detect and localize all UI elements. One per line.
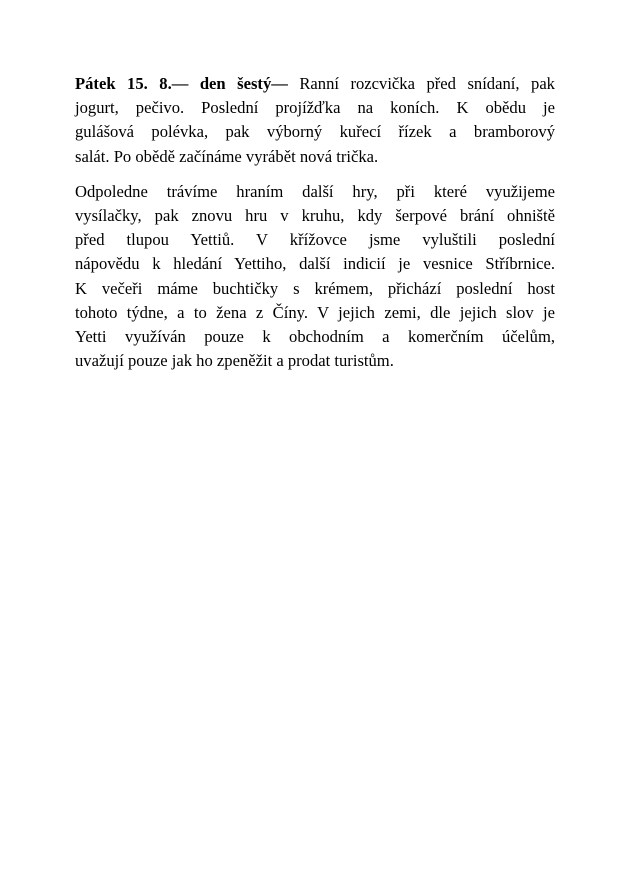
text-line: Yetti využíván pouze k obchodním a komerčním účelům, <box>75 327 555 347</box>
text-line: před tlupou Yettiů. V křížovce jsme vyluštili poslední <box>75 230 555 250</box>
text-line: salát. Po obědě začínáme vyrábět nová trička. <box>75 146 379 166</box>
diary-text <box>75 72 555 373</box>
day-heading: Pátek 15. 8.— den šestý— <box>75 74 288 93</box>
text-line-content: Ranní rozcvička před snídaní, pak <box>287 74 555 93</box>
text-line: jogurt, pečivo. Poslední projížďka na koních. K obědu je <box>75 98 555 118</box>
paragraph-friday <box>75 72 555 169</box>
text-line: K večeři máme buchtičky s krémem, přichází poslední host <box>75 278 555 298</box>
text-line: gulášová polévka, pak výborný kuřecí řízek a bramborový <box>75 122 555 142</box>
text-line: uvažují pouze jak ho zpeněžit a prodat turistům. <box>75 351 394 371</box>
paragraph-afternoon <box>75 180 555 374</box>
text-line: vysílačky, pak znovu hru v kruhu, kdy šerpové brání ohniště <box>75 206 555 226</box>
text-line: Odpoledne trávíme hraním další hry, při které využijeme <box>75 181 555 201</box>
text-line: nápovědu k hledání Yettiho, další indicií je vesnice Stříbrnice. <box>75 254 555 274</box>
text-line: tohoto týdne, a to žena z Číny. V jejich zemi, dle jejich slov je <box>75 302 555 322</box>
text-line <box>75 72 555 96</box>
